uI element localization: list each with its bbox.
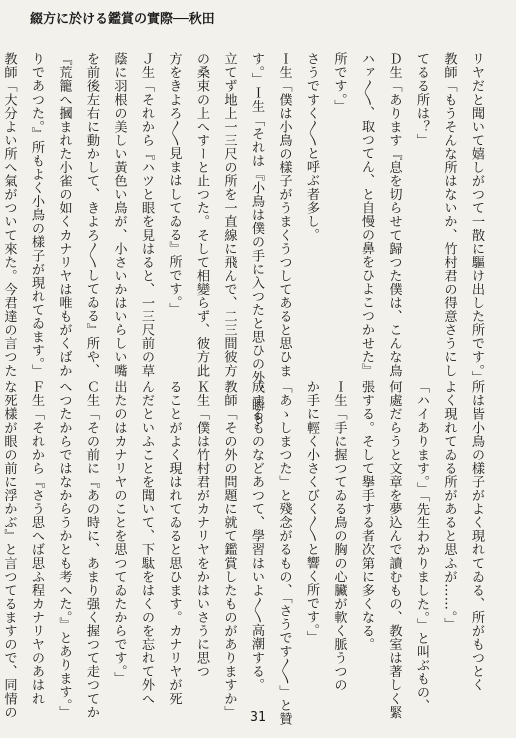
lower-text-column: か手に輕く小さくびく〳〵と響く所です。」 xyxy=(304,380,319,645)
lower-text-column: 教師「その外の問題に就て鑑賞したものがありますか」 xyxy=(221,380,237,719)
upper-text-column: す。」Ｉ生「それは『小鳥は僕の手に入つたと思ひの外、瞬も xyxy=(249,52,264,425)
upper-text-column: リヤだと聞いて嬉しがつて一散に驅け出した所です。」 xyxy=(469,52,484,385)
lower-text-column: 「あゝしまつた」と殘念がるもの、「さうです〳〵」と贊 xyxy=(276,380,292,726)
upper-text-column: 『荒籠へ摑まれた小雀の如くカナリヤは唯もがくばか xyxy=(56,52,72,378)
upper-text-column: の桑束の上へすーと止つた。そして相變らず、彼方此 xyxy=(194,52,209,378)
lower-text-column: よく現れてゐる所があると思ふが……。」 xyxy=(441,380,457,631)
upper-text-column: 教師「大分よい所へ氣がついて來た。今君達の言つた xyxy=(1,52,17,378)
lower-text-column: ることがよく現はれてゐると思ひます。カナリヤが死 xyxy=(166,380,182,706)
upper-text-column: を前後左右に動かして、きよろ〳〵してゐる』所や、 xyxy=(84,52,99,377)
upper-text-column: 方をきよろ〳〵見まはしてゐる』所です。」 xyxy=(166,52,182,317)
upper-text-column: Ｉ生「僕は小鳥の樣子がうまくうつしてあると思ひま xyxy=(276,52,292,378)
lower-text-column: Ｉ生「手に握つてゐる鳥の胸の心臟が軟く脈うつの xyxy=(331,380,347,692)
upper-text-column: Ｊ生「それから『ハツと眼を見はると、一三尺前の草 xyxy=(139,52,154,378)
upper-text-column: 教師「もうそんな所はないか、竹村君の得意さうにし xyxy=(441,52,457,378)
upper-text-column: てるる所は？」 xyxy=(414,52,429,147)
upper-text-column: りであつた。』所もよく小鳥の樣子が現れてゐます。」 xyxy=(29,52,44,378)
lower-text-column: へつたからではなからうかとも考へた。』とあります。」 xyxy=(56,380,72,720)
page-number: 31 xyxy=(250,710,266,725)
lower-text-column: んだといふことを聞いて、下駄をはくのを忘れて外へ xyxy=(139,380,154,706)
lower-text-column: 張する。そして擧手する者次第に多くなる。 xyxy=(359,380,374,651)
lower-text-column: 出たのはカナリヤのことを思つてゐたからです。」 xyxy=(111,380,127,686)
lower-text-column: 「ハイあります。」「先生わかりました。」と叫ぶもの、 xyxy=(414,380,429,713)
upper-text-column: 立てず地上一三尺の所を一直線に飛んで、二三間彼方 xyxy=(221,52,237,378)
upper-text-column: 蔭に羽根の美しい黃色い鳥が、小さいかはいらしい嘴 xyxy=(111,52,127,378)
lower-text-column: Ｃ生「その前に『あの時に、あまり强く握つて走つてか xyxy=(84,380,99,719)
upper-text-column: ハァ〳〵、取つてん、と自慢の鼻をひよこつかせた』 xyxy=(359,52,374,377)
lower-text-column: 所は皆小鳥の樣子がよく現れてゐる、所がもつとく xyxy=(469,380,484,692)
upper-text-column: Ｄ生「あります『息を切らせて歸つた僕は、こんな鳥 xyxy=(386,52,402,378)
lower-text-column: 成するものなどあつて、學習はいよ〳〵高潮する。 xyxy=(249,380,264,692)
running-head: 綴方に於ける鑑賞の實際──秋田 xyxy=(30,12,215,27)
lower-text-column: Ｆ生「それから『さう思へば思ふ程カナリヤのあはれ xyxy=(29,380,44,706)
text-block-upper xyxy=(1,52,490,425)
lower-text-column: な死樣が眼の前に浮かぶ』と言つてるますので、同情の xyxy=(1,380,17,719)
upper-text-column: 所です。」 xyxy=(331,52,347,114)
lower-text-column: Ｋ生「僕は竹村君がカナリヤをかはいさうに思つ xyxy=(194,380,209,679)
upper-text-column: さうですく〳〵と呼ぶ者多し。 xyxy=(304,52,319,242)
lower-text-column: 何處だらうと文章を夢込んで讀むもの、教室は著しく緊 xyxy=(386,380,402,719)
